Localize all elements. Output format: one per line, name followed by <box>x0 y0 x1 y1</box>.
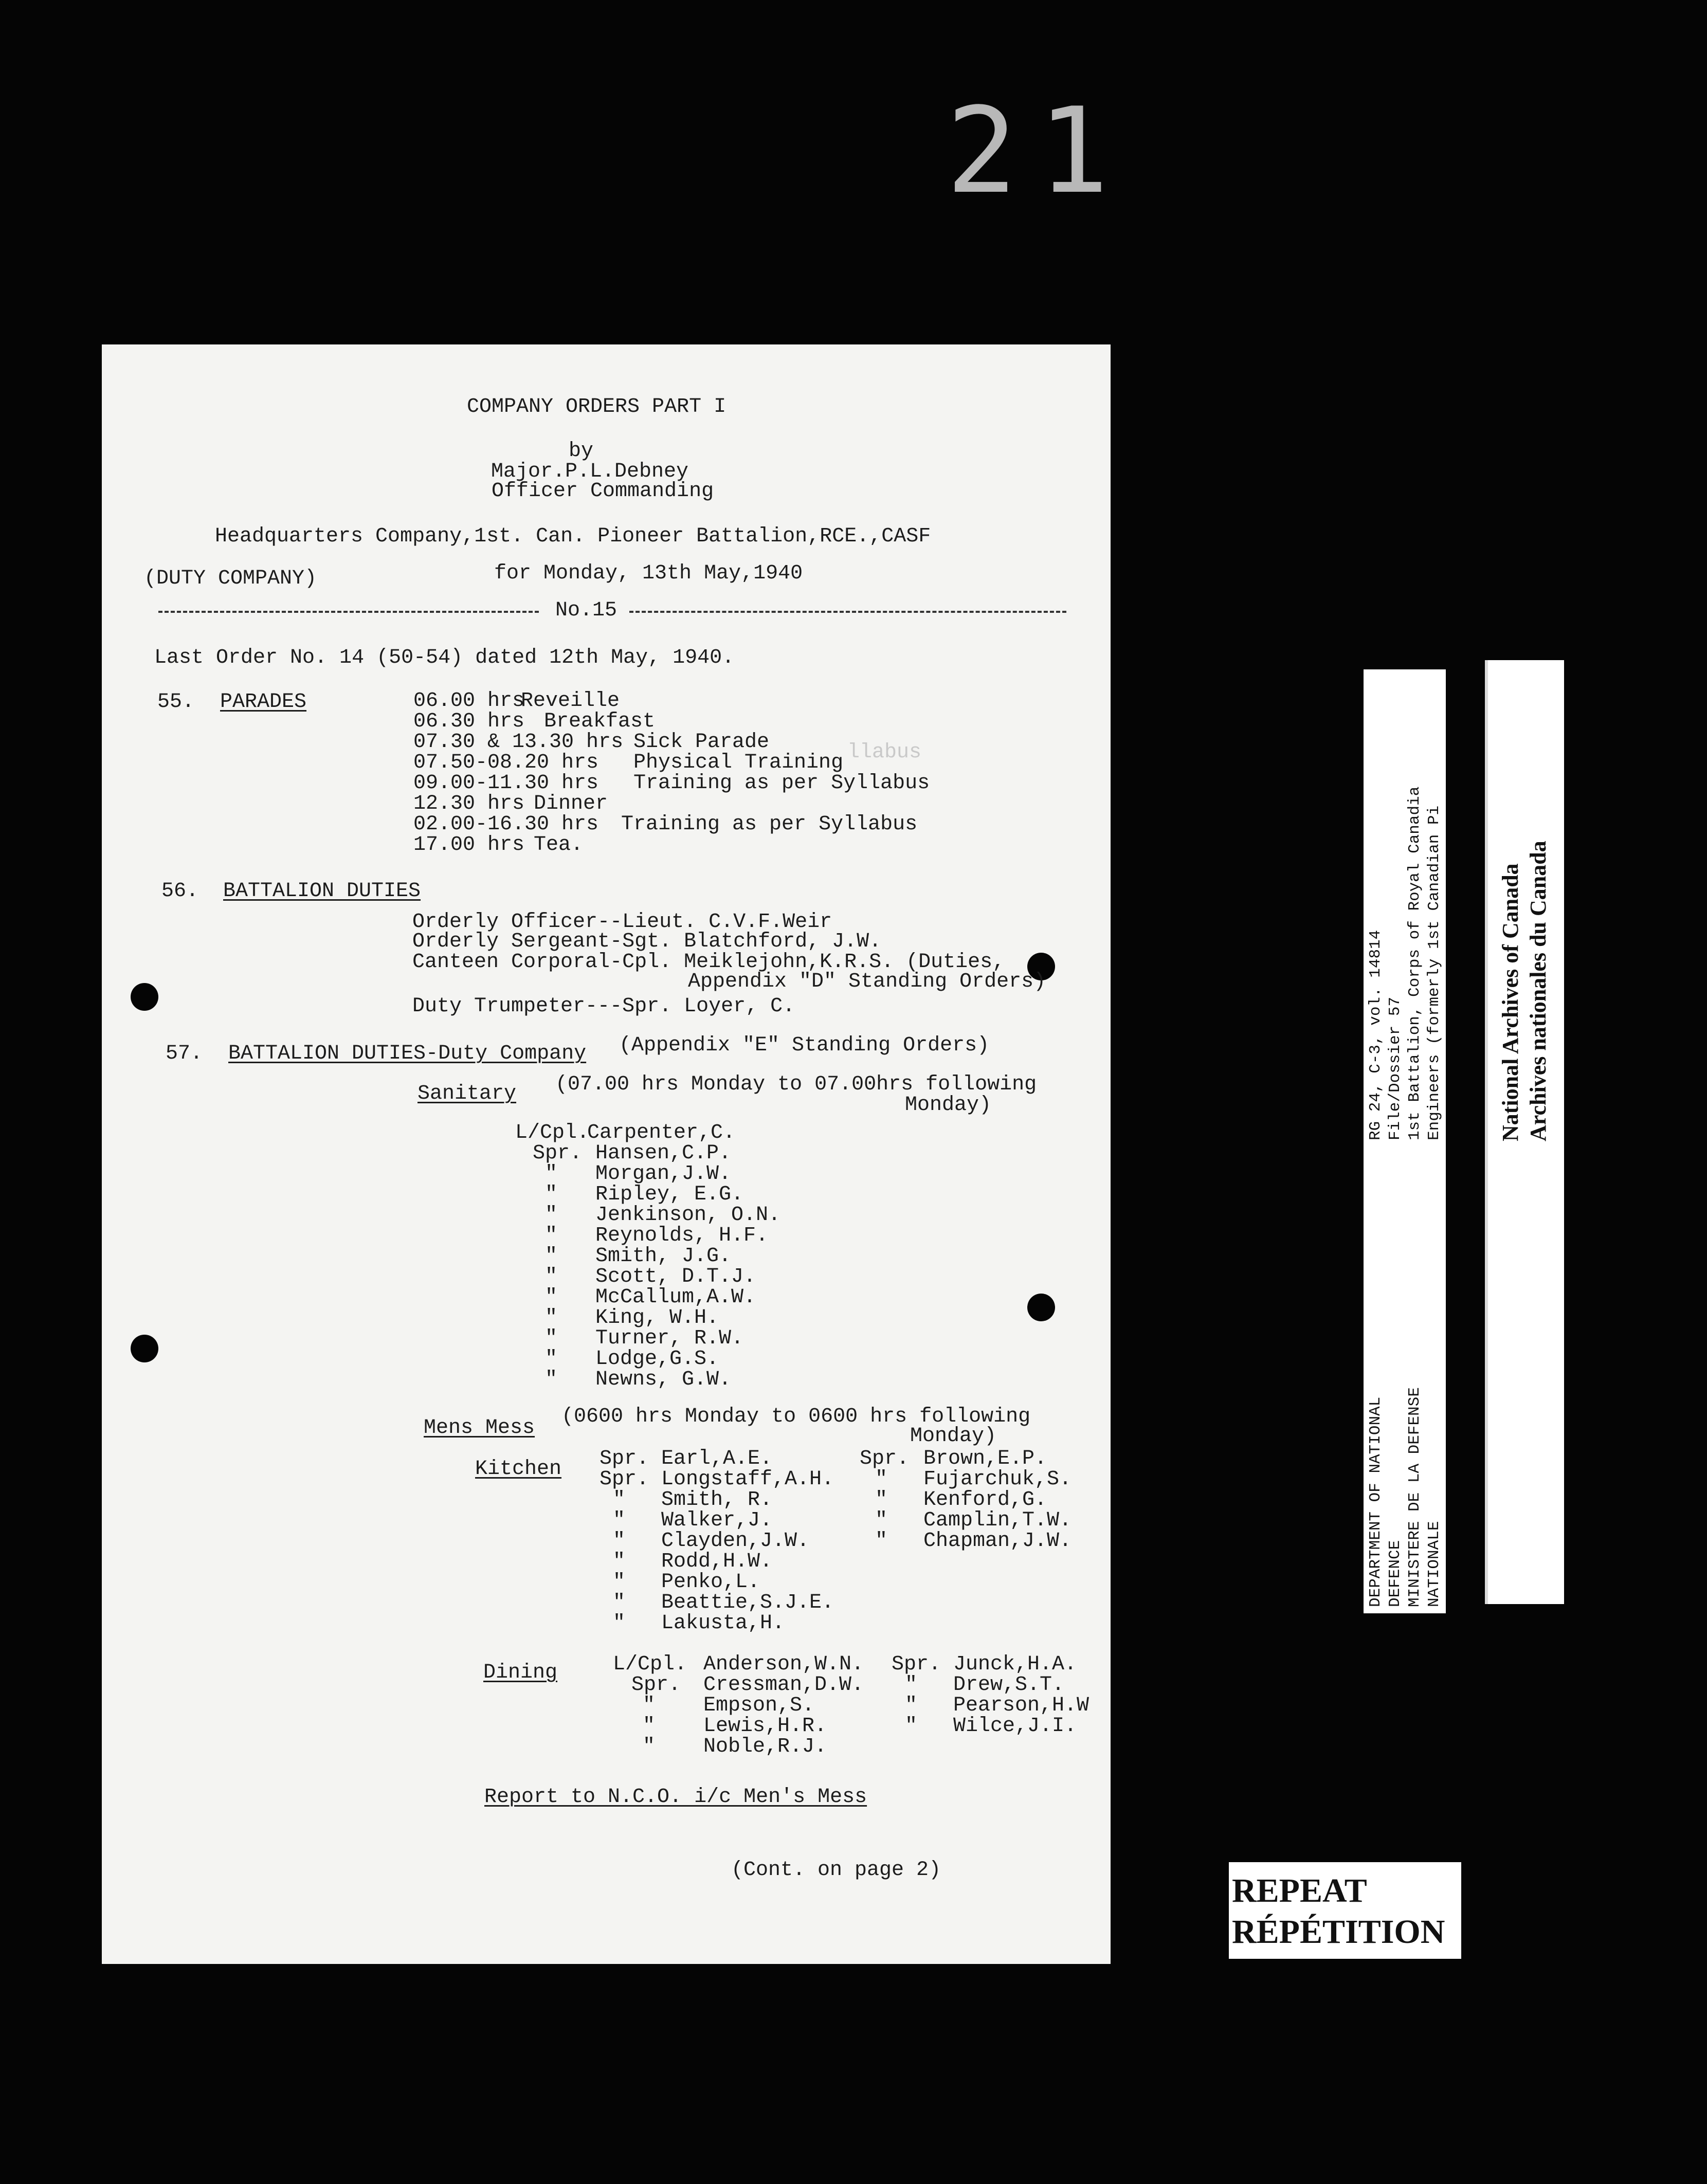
dining-rank: Spr. <box>892 1653 941 1676</box>
parade-event: Reveille <box>521 689 620 713</box>
duty-line: Appendix "D" Standing Orders) <box>688 970 1046 993</box>
parade-event: Breakfast <box>544 710 656 733</box>
sanitary-rank: " <box>545 1265 558 1288</box>
sanitary-member: Jenkinson, O.N. <box>595 1204 781 1227</box>
sanitary-rank: " <box>545 1162 558 1186</box>
kitchen-rank: " <box>613 1571 626 1594</box>
frame-number: 21 <box>946 83 1130 220</box>
kitchen-rank: " <box>613 1509 626 1532</box>
sanitary-member: Morgan,J.W. <box>595 1162 732 1186</box>
sanitary-rank: L/Cpl. <box>515 1121 590 1144</box>
order-title: COMPANY ORDERS PART I <box>467 395 727 418</box>
kitchen-member: Earl,A.E. <box>661 1447 773 1470</box>
dining-member: Anderson,W.N. <box>703 1653 864 1676</box>
parade-time: 02.00-16.30 hrs <box>413 813 599 836</box>
report-line: Report to N.C.O. i/c Men's Mess <box>484 1786 867 1809</box>
kitchen-rank: Spr. <box>860 1447 910 1470</box>
duty-line: Canteen Corporal-Cpl. Meiklejohn,K.R.S. (Duties, <box>412 951 1005 974</box>
kitchen-rank: Spr. <box>600 1447 649 1470</box>
dining-rank: " <box>905 1715 918 1738</box>
kitchen-rank: " <box>875 1530 888 1553</box>
duty-line: Orderly Officer--Lieut. C.V.F.Weir <box>412 911 832 934</box>
by-label: by <box>569 440 594 463</box>
author-role: Officer Commanding <box>492 480 714 503</box>
parade-event: Dinner <box>534 792 608 815</box>
kitchen-member: Kenford,G. <box>923 1488 1047 1512</box>
date-line: for Monday, 13th May,1940 <box>494 562 803 585</box>
continued-note: (Cont. on page 2) <box>731 1859 941 1882</box>
archive-file-line: File/Dossier 57 <box>1386 996 1404 1140</box>
order-number: No.15 <box>555 599 618 622</box>
unit-line: Headquarters Company,1st. Can. Pioneer Battalion,RCE.,CASF <box>215 525 931 548</box>
section-title: BATTALION DUTIES <box>223 880 421 903</box>
sanitary-member: Smith, J.G. <box>595 1245 732 1268</box>
dining-rank: " <box>643 1694 656 1717</box>
kitchen-member: Chapman,J.W. <box>923 1530 1072 1553</box>
dining-rank: " <box>643 1735 656 1758</box>
dining-member: Noble,R.J. <box>703 1735 827 1758</box>
kitchen-member: Brown,E.P. <box>923 1447 1047 1470</box>
kitchen-member: Smith, R. <box>661 1488 773 1512</box>
parade-time: 07.50-08.20 hrs <box>413 751 599 774</box>
dining-rank: " <box>905 1673 918 1697</box>
nac-line-fr: Archives nationales du Canada <box>1526 841 1551 1141</box>
dining-rank: Spr. <box>631 1673 681 1697</box>
kitchen-rank: " <box>613 1612 626 1635</box>
dining-rank: " <box>643 1715 656 1738</box>
sanitary-label: Sanitary <box>417 1082 517 1105</box>
appendix-note: (Appendix "E" Standing Orders) <box>619 1034 990 1057</box>
kitchen-rank: " <box>875 1509 888 1532</box>
kitchen-rank: " <box>613 1550 626 1573</box>
sanitary-rank: " <box>545 1204 558 1227</box>
repeat-line-fr: RÉPÉTITION <box>1232 1913 1445 1951</box>
document-page <box>102 344 1111 1964</box>
repeat-line-en: REPEAT <box>1232 1872 1367 1909</box>
archive-dept-line: NATIONALE <box>1425 1521 1443 1607</box>
dining-member: Wilce,J.I. <box>953 1715 1077 1738</box>
kitchen-label: Kitchen <box>475 1458 562 1481</box>
sanitary-rank: " <box>545 1306 558 1330</box>
kitchen-member: Lakusta,H. <box>661 1612 785 1635</box>
dining-member: Pearson,H.W <box>953 1694 1089 1717</box>
kitchen-rank: " <box>875 1468 888 1491</box>
parade-time: 06.00 hrs <box>413 689 525 713</box>
author-name: Major.P.L.Debney <box>491 460 689 483</box>
parade-time: 12.30 hrs <box>413 792 525 815</box>
sanitary-rank: " <box>545 1286 558 1309</box>
dining-rank: L/Cpl. <box>613 1653 687 1676</box>
sanitary-rank: " <box>545 1368 558 1391</box>
punch-hole <box>1027 1294 1055 1321</box>
separator-left <box>158 611 539 613</box>
parade-time: 17.00 hrs <box>413 833 525 857</box>
parade-event: Training as per Syllabus <box>633 772 930 795</box>
repeat-stamp <box>1229 1862 1461 1959</box>
kitchen-rank: " <box>613 1530 626 1553</box>
section-number: 56. <box>161 880 199 903</box>
punch-hole <box>131 983 158 1011</box>
dining-label: Dining <box>483 1661 558 1684</box>
ghost-text: llabus <box>847 741 922 764</box>
duty-company-label: (DUTY COMPANY) <box>144 567 317 590</box>
parade-event: Tea. <box>534 833 584 857</box>
kitchen-rank: Spr. <box>600 1468 649 1491</box>
kitchen-member: Fujarchuk,S. <box>923 1468 1072 1491</box>
sanitary-member: Ripley, E.G. <box>595 1183 744 1206</box>
section-number: 55. <box>157 690 195 714</box>
archive-dept-line: MINISTERE DE LA DEFENSE <box>1406 1387 1424 1607</box>
archive-dept-line: DEFENCE <box>1386 1540 1404 1607</box>
nac-line-en: National Archives of Canada <box>1498 863 1523 1141</box>
archive-desc-line: Engineers (formerly 1st Canadian Pi <box>1425 805 1443 1140</box>
parade-time: 06.30 hrs <box>413 710 525 733</box>
duty-line: Duty Trumpeter---Spr. Loyer, C. <box>412 995 795 1018</box>
sanitary-time: Monday) <box>905 1094 992 1117</box>
sanitary-member: Newns, G.W. <box>595 1368 732 1391</box>
parade-time: 07.30 & 13.30 hrs <box>413 731 624 754</box>
national-archives-label <box>1485 660 1564 1604</box>
sanitary-member: McCallum,A.W. <box>595 1286 756 1309</box>
mens-mess-time: Monday) <box>910 1425 997 1448</box>
sanitary-rank: " <box>545 1348 558 1371</box>
kitchen-rank: " <box>613 1591 626 1614</box>
kitchen-rank: " <box>875 1488 888 1512</box>
kitchen-member: Clayden,J.W. <box>661 1530 810 1553</box>
sanitary-rank: " <box>545 1245 558 1268</box>
parade-time: 09.00-11.30 hrs <box>413 772 599 795</box>
punch-hole <box>131 1335 158 1362</box>
sanitary-member: Hansen,C.P. <box>595 1142 732 1165</box>
kitchen-member: Longstaff,A.H. <box>661 1468 834 1491</box>
separator-right <box>629 611 1066 613</box>
parade-event: Sick Parade <box>633 731 770 754</box>
section-title: BATTALION DUTIES-Duty Company <box>228 1042 587 1065</box>
dining-rank: " <box>905 1694 918 1717</box>
section-number: 57. <box>166 1042 203 1065</box>
sanitary-member: Scott, D.T.J. <box>595 1265 756 1288</box>
archive-dept-line: DEPARTMENT OF NATIONAL <box>1367 1396 1385 1607</box>
dining-member: Drew,S.T. <box>953 1673 1065 1697</box>
section-title: PARADES <box>220 690 307 714</box>
sanitary-member: King, W.H. <box>595 1306 719 1330</box>
sanitary-member: Reynolds, H.F. <box>595 1224 769 1247</box>
kitchen-rank: " <box>613 1488 626 1512</box>
kitchen-member: Walker,J. <box>661 1509 773 1532</box>
sanitary-member: Lodge,G.S. <box>595 1348 719 1371</box>
archive-desc-line: 1st Battalion, Corps of Royal Canadia <box>1406 786 1424 1140</box>
sanitary-time: (07.00 hrs Monday to 07.00hrs following <box>555 1073 1037 1096</box>
duty-line: Orderly Sergeant-Sgt. Blatchford, J.W. <box>412 930 882 953</box>
dining-member: Empson,S. <box>703 1694 815 1717</box>
sanitary-member: Turner, R.W. <box>595 1327 744 1350</box>
sanitary-member: Carpenter,C. <box>587 1121 736 1144</box>
sanitary-rank: Spr. <box>533 1142 583 1165</box>
last-order-line: Last Order No. 14 (50-54) dated 12th May, 1940. <box>154 646 735 669</box>
kitchen-member: Penko,L. <box>661 1571 760 1594</box>
parade-event: Training as per Syllabus <box>621 813 918 836</box>
sanitary-rank: " <box>545 1327 558 1350</box>
dining-member: Junck,H.A. <box>953 1653 1077 1676</box>
archive-ref-line: RG 24, C-3, vol. 14814 <box>1367 930 1385 1140</box>
dining-member: Lewis,H.R. <box>703 1715 827 1738</box>
parade-event: Physical Training <box>633 751 844 774</box>
dining-member: Cressman,D.W. <box>703 1673 864 1697</box>
sanitary-rank: " <box>545 1183 558 1206</box>
kitchen-member: Beattie,S.J.E. <box>661 1591 834 1614</box>
mens-mess-label: Mens Mess <box>424 1416 535 1440</box>
kitchen-member: Rodd,H.W. <box>661 1550 773 1573</box>
archive-reference-label <box>1364 669 1446 1613</box>
kitchen-member: Camplin,T.W. <box>923 1509 1072 1532</box>
sanitary-rank: " <box>545 1224 558 1247</box>
mens-mess-time: (0600 hrs Monday to 0600 hrs following <box>561 1405 1031 1428</box>
